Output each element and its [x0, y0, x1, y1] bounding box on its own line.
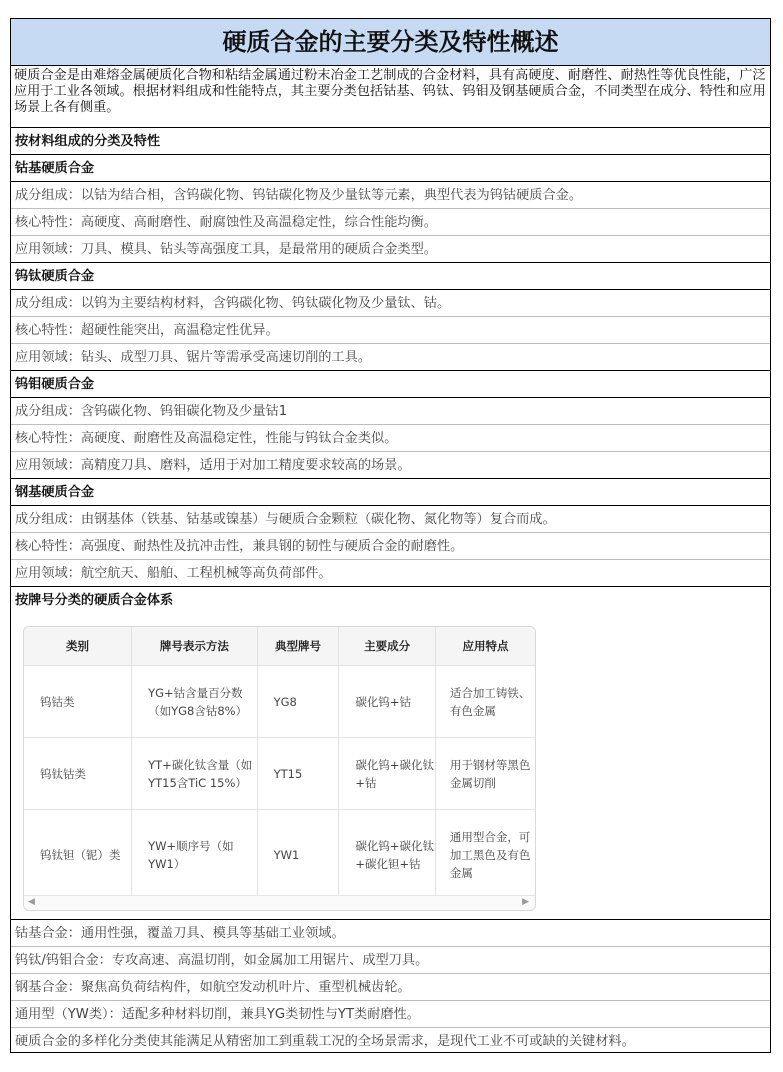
group-property: 核心特性：高硬度、耐磨性及高温稳定性，性能与钨钛合金类似。	[11, 425, 770, 452]
table-cell: 适合加工铸铁、有色金属	[435, 666, 535, 738]
page-title: 硬质合金的主要分类及特性概述	[11, 19, 770, 66]
table-cell: 碳化钨+碳化钛+碳化钽+钴	[339, 810, 436, 900]
group-title: 钢基硬质合金	[11, 479, 770, 506]
group-application: 应用领域：航空航天、船舶、工程机械等高负荷部件。	[11, 560, 770, 587]
table-cell: YW1	[257, 810, 339, 900]
table-cell: 通用型合金，可加工黑色及有色金属	[435, 810, 535, 900]
group-property: 核心特性：超硬性能突出，高温稳定性优异。	[11, 317, 770, 344]
table-cell: YW+顺序号（如YW1）	[132, 810, 258, 900]
note-item: 钴基合金：通用性强，覆盖刀具、模具等基础工业领域。	[11, 920, 770, 947]
group-title: 钨钛硬质合金	[11, 263, 770, 290]
grade-table-container[interactable]	[23, 626, 536, 911]
group-property: 核心特性：高硬度、高耐磨性、耐腐蚀性及高温稳定性，综合性能均衡。	[11, 209, 770, 236]
table-row	[24, 810, 535, 900]
table-header: 应用特点	[435, 627, 535, 666]
table-cell: YT+碳化钛含量（如YT15含TiC 15%）	[132, 738, 258, 810]
scroll-right-icon[interactable]: ▶	[522, 897, 529, 907]
group-application: 应用领域：钻头、成型刀具、锯片等需承受高速切削的工具。	[11, 344, 770, 371]
table-row	[24, 738, 535, 810]
group-composition: 成分组成：以钨为主要结构材料，含钨碳化物、钨钛碳化物及少量钛、钴。	[11, 290, 770, 317]
group-composition: 成分组成：含钨碳化物、钨钼碳化物及少量钴1	[11, 398, 770, 425]
table-cell: YG8	[257, 666, 339, 738]
group-title: 钴基硬质合金	[11, 155, 770, 182]
table-header: 牌号表示方法	[132, 627, 258, 666]
table-header-row	[24, 627, 535, 666]
group-composition: 成分组成：由钢基体（铁基、钴基或镍基）与硬质合金颗粒（碳化物、氮化物等）复合而成。	[11, 506, 770, 533]
table-cell: YG+钴含量百分数（如YG8含钴8%）	[132, 666, 258, 738]
intro-text: 硬质合金是由难熔金属硬质化合物和粘结金属通过粉末冶金工艺制成的合金材料，具有高硬度、耐磨性、耐热性等优良性能，广泛应用于工业各领域。根据材料组成和性能特点，其主要分类包括钴基、钨钛、钨钼及钢基硬质合金，不同类型在成分、特性和应用场景上各有侧重。	[11, 66, 770, 128]
table-row	[24, 666, 535, 738]
table-cell: 用于钢材等黑色金属切削	[435, 738, 535, 810]
table-cell: 钨钛钴类	[24, 738, 132, 810]
note-item: 钢基合金：聚焦高负荷结构件，如航空发动机叶片、重型机械齿轮。	[11, 974, 770, 1001]
group-title: 钨钼硬质合金	[11, 371, 770, 398]
group-application: 应用领域：高精度刀具、磨料，适用于对加工精度要求较高的场景。	[11, 452, 770, 479]
group-property: 核心特性：高强度、耐热性及抗冲击性，兼具钢的韧性与硬质合金的耐磨性。	[11, 533, 770, 560]
table-cell: 钨钛钽（铌）类	[24, 810, 132, 900]
conclusion-text: 硬质合金的多样化分类使其能满足从精密加工到重载工况的全场景需求，是现代工业不可或缺的关键材料。	[15, 1034, 635, 1049]
note-item: 钨钛/钨钼合金：专攻高速、高温切削，如金属加工用锯片、成型刀具。	[11, 947, 770, 974]
spreadsheet	[10, 18, 771, 1053]
section-grade-title: 按牌号分类的硬质合金体系	[15, 593, 174, 608]
grade-table	[24, 627, 535, 900]
table-cell: 钨钴类	[24, 666, 132, 738]
table-cell: 碳化钨+碳化钛+钴	[339, 738, 436, 810]
scroll-left-icon[interactable]: ◀	[28, 897, 35, 907]
table-cell: 碳化钨+钴	[339, 666, 436, 738]
table-header: 主要成分	[339, 627, 436, 666]
table-header: 类别	[24, 627, 132, 666]
horizontal-scrollbar[interactable]	[24, 895, 535, 910]
note-item: 通用型（YW类）：适配多种材料切削，兼具YG类韧性与YT类耐磨性。	[11, 1001, 770, 1028]
group-application: 应用领域：刀具、模具、钻头等高强度工具，是最常用的硬质合金类型。	[11, 236, 770, 263]
table-cell: YT15	[257, 738, 339, 810]
group-composition: 成分组成：以钴为结合相，含钨碳化物、钨钴碳化物及少量钛等元素，典型代表为钨钴硬质合金。	[11, 182, 770, 209]
table-header: 典型牌号	[257, 627, 339, 666]
section-material: 按材料组成的分类及特性	[11, 128, 770, 155]
